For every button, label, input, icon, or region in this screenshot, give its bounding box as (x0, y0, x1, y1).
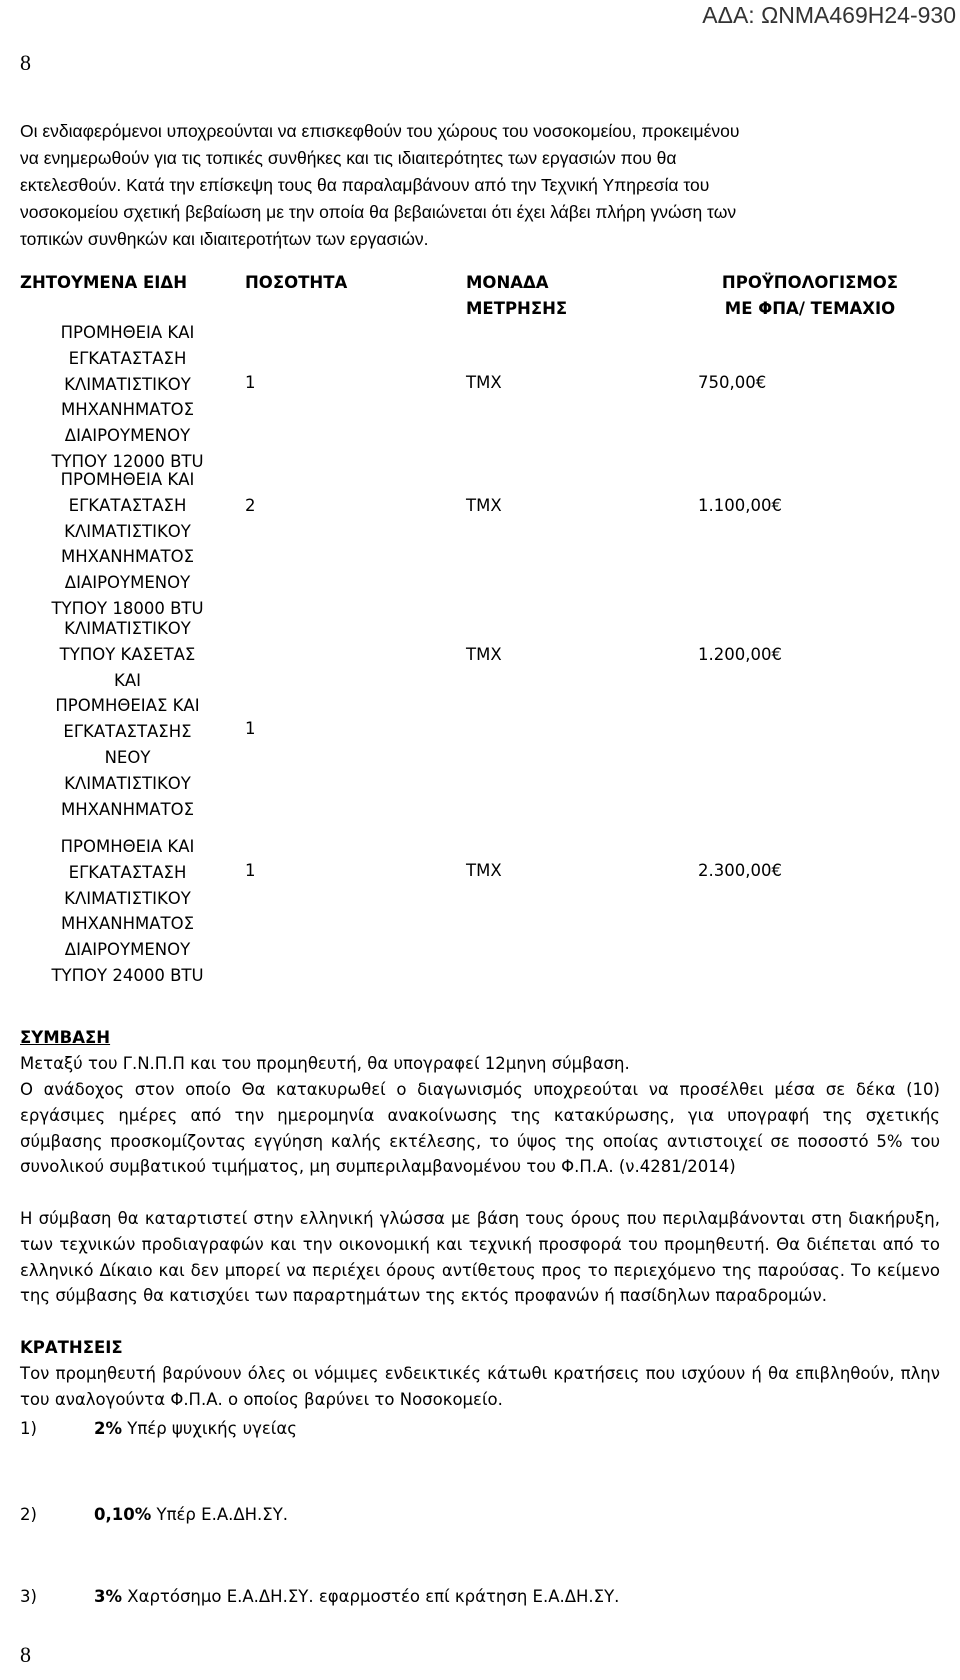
header-budget: ΠΡΟΫΠΟΛΟΓΙΣΜΟΣ ΜΕ ΦΠΑ/ ΤΕΜΑΧΙΟ (721, 273, 899, 318)
row2-price-value: 1.100,00 (698, 496, 772, 515)
row1-item: ΠΡΟΜΗΘΕΙΑ ΚΑΙ ΕΓΚΑΤΑΣΤΑΣΗ ΚΛΙΜΑΤΙΣΤΙΚΟΥ ΜΗΧΑΝΗΜΑΤΟΣ ΔΙΑΙΡΟΥΜΕΝΟΥ ΤΥΠΟΥ 12000 BTU (51, 323, 204, 471)
withholding-item-1 (20, 1416, 297, 1442)
withholdings-text: Τον προμηθευτή βαρύνουν όλες οι νόμιμες ενδεικτικές κάτωθι κρατήσεις που ισχύουν ή θα επιβληθούν, πλην του αναλογούντα Φ.Π.Α. ο οποίος βαρύνει το Νοσοκομείο. (20, 1364, 940, 1409)
page-number-top: 8 (20, 50, 31, 75)
row1-price (698, 370, 766, 396)
item-description: Υπέρ Ε.Α.ΔΗ.ΣΥ. (151, 1505, 289, 1524)
item-number: 1) (20, 1419, 37, 1438)
item-number: 3) (20, 1587, 37, 1606)
row1-qty: 1 (245, 373, 256, 392)
row2-unit: ΤΜΧ (466, 496, 502, 515)
item-percent: 0,10% (94, 1505, 152, 1524)
row2-qty: 2 (245, 496, 256, 515)
item-percent: 2% (94, 1419, 123, 1438)
row3-qty: 1 (245, 719, 256, 738)
header-item: ΖΗΤΟΥΜΕΝΑ ΕΙΔΗ (20, 273, 188, 292)
item-number: 2) (20, 1505, 37, 1524)
contract-heading-text: ΣΥΜΒΑΣΗ (20, 1028, 111, 1047)
row1-price-value: 750,00 (698, 373, 756, 392)
euro-sign: € (771, 496, 782, 515)
page-number-bottom: 8 (20, 1642, 31, 1667)
header-unit: ΜΟΝΑΔΑ ΜΕΤΡΗΣΗΣ (466, 273, 568, 318)
row4-price (698, 858, 782, 884)
row3-unit: ΤΜΧ (466, 645, 502, 664)
item-percent: 3% (94, 1587, 123, 1606)
row4-item: ΠΡΟΜΗΘΕΙΑ ΚΑΙ ΕΓΚΑΤΑΣΤΑΣΗ ΚΛΙΜΑΤΙΣΤΙΚΟΥ ΜΗΧΑΝΗΜΑΤΟΣ ΔΙΑΙΡΟΥΜΕΝΟΥ ΤΥΠΟΥ 24000 BTU (51, 837, 204, 985)
row4-qty: 1 (245, 861, 256, 880)
row2-item: ΠΡΟΜΗΘΕΙΑ ΚΑΙ ΕΓΚΑΤΑΣΤΑΣΗ ΚΛΙΜΑΤΙΣΤΙΚΟΥ ΜΗΧΑΝΗΜΑΤΟΣ ΔΙΑΙΡΟΥΜΕΝΟΥ ΤΥΠΟΥ 18000 BTU (51, 470, 204, 618)
header-qty: ΠΟΣΟΤΗΤΑ (245, 273, 348, 292)
contract-heading (20, 1025, 940, 1051)
row1-unit: ΤΜΧ (466, 373, 502, 392)
item-description: Χαρτόσημο Ε.Α.ΔΗ.ΣΥ. εφαρμοστέο επί κράτηση Ε.Α.ΔΗ.ΣΥ. (122, 1587, 620, 1606)
contract-paragraph-1: Ο ανάδοχος στον οποίο Θα κατακυρωθεί ο διαγωνισμός υποχρεούται να προσέλθει μέσα σε δέκα (10) εργάσιμες ημέρες από την ημερομηνία ανακοίνωσης της κατακύρωσης, για υπογραφή της σχετικής σύμβασης προσκομίζοντας εγγύηση καλής εκτέλεσης, το ύψος της οποίας αντιστοιχεί σε ποσοστό 5% του συνολικού συμβατικού τιμήματος, μη συμπεριλαμβανομένου του Φ.Π.Α. (ν.4281/2014) (20, 1080, 940, 1177)
euro-sign: € (755, 373, 767, 392)
row4-price-value: 2.300,00 (698, 861, 772, 880)
contract-paragraph-2: Η σύμβαση θα καταρτιστεί στην ελληνική γλώσσα με βάση τους όρους που περιλαμβάνονται στη διακήρυξη, των τεχνικών προδιαγραφών και την οικονομική και τεχνική προσφορά του προμηθευτή. Θα διέπεται από το ελληνικό Δίκαιο και δεν μπορεί να περιέχει όρους αντίθετους προς το περιεχόμενο της παρούσας. Το κείμενο της σύμβασης θα κατισχύει των παραρτημάτων της εκτός προφανών ή πασίδηλων παραδρομών. (20, 1209, 940, 1306)
row2-price (698, 493, 782, 519)
row3-item: ΚΛΙΜΑΤΙΣΤΙΚΟΥ ΤΥΠΟΥ ΚΑΣΕΤΑΣ ΚΑΙ ΠΡΟΜΗΘΕΙΑΣ ΚΑΙ ΕΓΚΑΤΑΣΤΑΣΗΣ ΝΕΟΥ ΚΛΙΜΑΤΙΣΤΙΚΟΥ ΜΗΧΑΝΗΜΑΤΟΣ (55, 619, 200, 819)
withholding-item-2 (20, 1502, 288, 1528)
row3-price (698, 642, 782, 668)
withholdings-heading: ΚΡΑΤΗΣΕΙΣ (20, 1338, 123, 1357)
ada-code: ΑΔΑ: ΩΝΜΑ469Η24-930 (702, 2, 956, 28)
row3-price-value: 1.200,00 (698, 645, 772, 664)
withholding-item-3 (20, 1584, 619, 1610)
row4-unit: ΤΜΧ (466, 861, 502, 880)
intro-paragraph: Οι ενδιαφερόμενοι υποχρεούνται να επισκεφθούν του χώρους του νοσοκομείου, προκειμένου να ενημερωθούν για τις τοπικές συνθήκες και τις ιδιαιτερότητες των εργασιών που θα εκτελεσθούν. Κατά την επίσκεψη τους θα παραλαμβάνουν από την Τεχνική Υπηρεσία του νοσοκομείου σχετική βεβαίωση με την οποία θα βεβαιώνεται ότι έχει λάβει πλήρη γνώση των τοπικών συνθηκών και ιδιαιτεροτήτων των εργασιών. (20, 121, 740, 249)
item-description: Υπέρ ψυχικής υγείας (122, 1419, 297, 1438)
euro-sign: € (771, 645, 782, 664)
euro-sign: € (771, 861, 782, 880)
contract-line1: Μεταξύ του Γ.Ν.Π.Π και του προμηθευτή, θα υπογραφεί 12μηνη σύμβαση. (20, 1054, 630, 1073)
